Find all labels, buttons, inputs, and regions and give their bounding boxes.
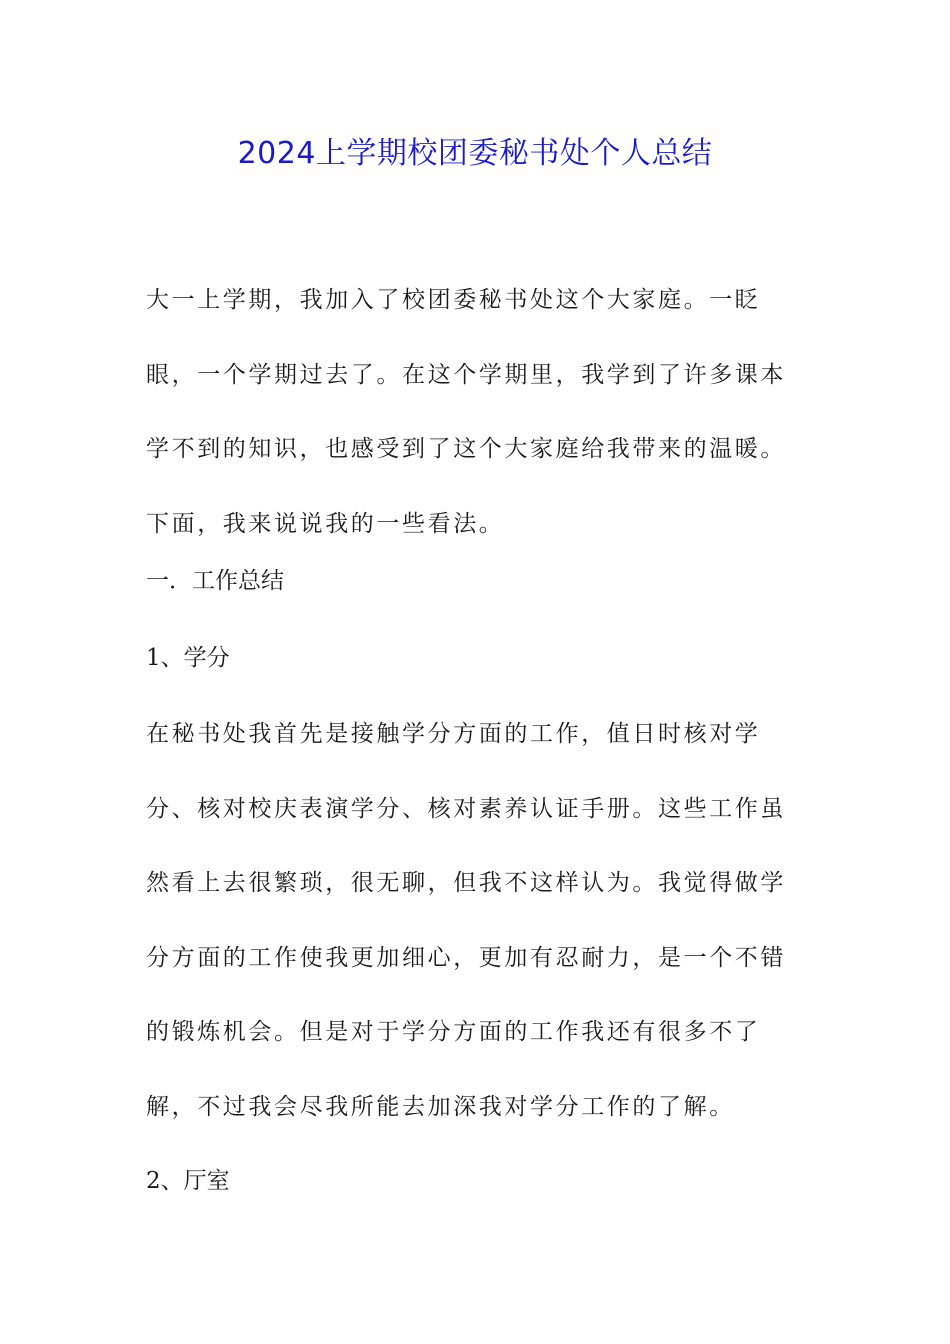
item-heading-credits: 1、学分 — [146, 645, 230, 671]
intro-paragraph: 大一上学期，我加入了校团委秘书处这个大家庭。一眨眼，一个学期过去了。在这个学期里，我学到了许多课本学不到的知识，也感受到了这个大家庭给我带来的温暖。下面，我来说说我的一些看法。 — [146, 287, 786, 537]
item-heading-office: 2、厅室 — [146, 1168, 230, 1194]
document-title: 2024上学期校团委秘书处个人总结 — [237, 136, 713, 171]
section-heading-work-summary: 一．工作总结 — [146, 568, 284, 594]
credits-paragraph: 在秘书处我首先是接触学分方面的工作，值日时核对学分、核对校庆表演学分、核对素养认证手册。这些工作虽然看上去很繁琐，很无聊，但我不这样认为。我觉得做学分方面的工作使我更加细心，更加有忍耐力，是一个不错的锻炼机会。但是对于学分方面的工作我还有很多不了解，不过我会尽我所能去加深我对学分工作的了解。 — [146, 721, 786, 1120]
